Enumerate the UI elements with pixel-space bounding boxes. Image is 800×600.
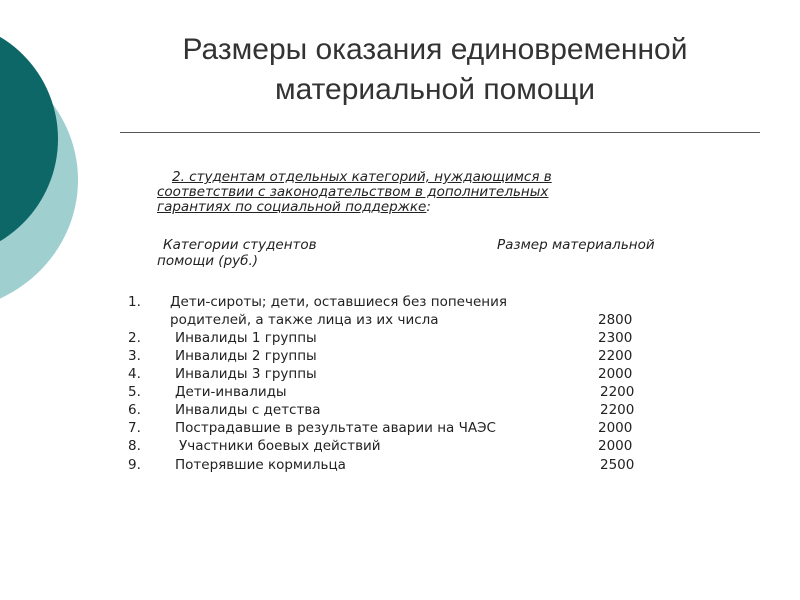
list-item-label: Пострадавшие в результате аварии на ЧАЭС — [175, 420, 496, 436]
list-item-label: Инвалиды 3 группы — [175, 366, 317, 382]
list-item-amount: 2000 — [598, 438, 633, 454]
list-item-label: Участники боевых действий — [179, 438, 381, 454]
list-item-amount: 2000 — [598, 366, 633, 382]
list-item-amount: 2200 — [600, 402, 635, 418]
list-item-number: 2. — [128, 330, 141, 346]
list-item-label: Потерявшие кормильца — [175, 457, 346, 473]
intro-line-1: 2. студентам отдельных категорий, нуждающимся в — [172, 169, 552, 185]
list-item-amount: 2800 — [598, 312, 633, 328]
header-amount-cont: помощи (руб.) — [157, 253, 259, 269]
list-item-amount: 2300 — [598, 330, 633, 346]
list-item-label: Инвалиды 2 группы — [175, 348, 317, 364]
list-item-number: 5. — [128, 384, 141, 400]
list-item-label-cont: родителей, а также лица из их числа — [170, 312, 439, 328]
intro-line-2: соответствии с законодательством в дополнительных — [157, 184, 549, 200]
list-item-label: Инвалиды 1 группы — [175, 330, 317, 346]
list-item-label: Инвалиды с детства — [175, 402, 321, 418]
list-item-number: 1. — [128, 294, 141, 310]
list-item-number: 4. — [128, 366, 141, 382]
intro-colon: : — [426, 199, 431, 215]
header-category: Категории студентов — [163, 237, 317, 253]
list-item-number: 9. — [128, 457, 141, 473]
list-item-label: Дети-инвалиды — [175, 384, 287, 400]
header-amount: Размер материальной — [497, 237, 655, 253]
list-item-label: Дети-сироты; дети, оставшиеся без попечения — [170, 294, 507, 310]
intro-line-3: гарантиях по социальной поддержке — [157, 199, 427, 215]
list-item-amount: 2200 — [600, 384, 635, 400]
list-item-number: 6. — [128, 402, 141, 418]
list-item-number: 7. — [128, 420, 141, 436]
decor-circles — [0, 0, 90, 320]
list-item-number: 8. — [128, 438, 141, 454]
list-item-amount: 2000 — [598, 420, 633, 436]
list-item-amount: 2200 — [598, 348, 633, 364]
title-divider — [120, 132, 760, 133]
list-item-number: 3. — [128, 348, 141, 364]
list-item-amount: 2500 — [600, 457, 635, 473]
slide-title: Размеры оказания единовременной материальной помощи — [182, 33, 688, 106]
